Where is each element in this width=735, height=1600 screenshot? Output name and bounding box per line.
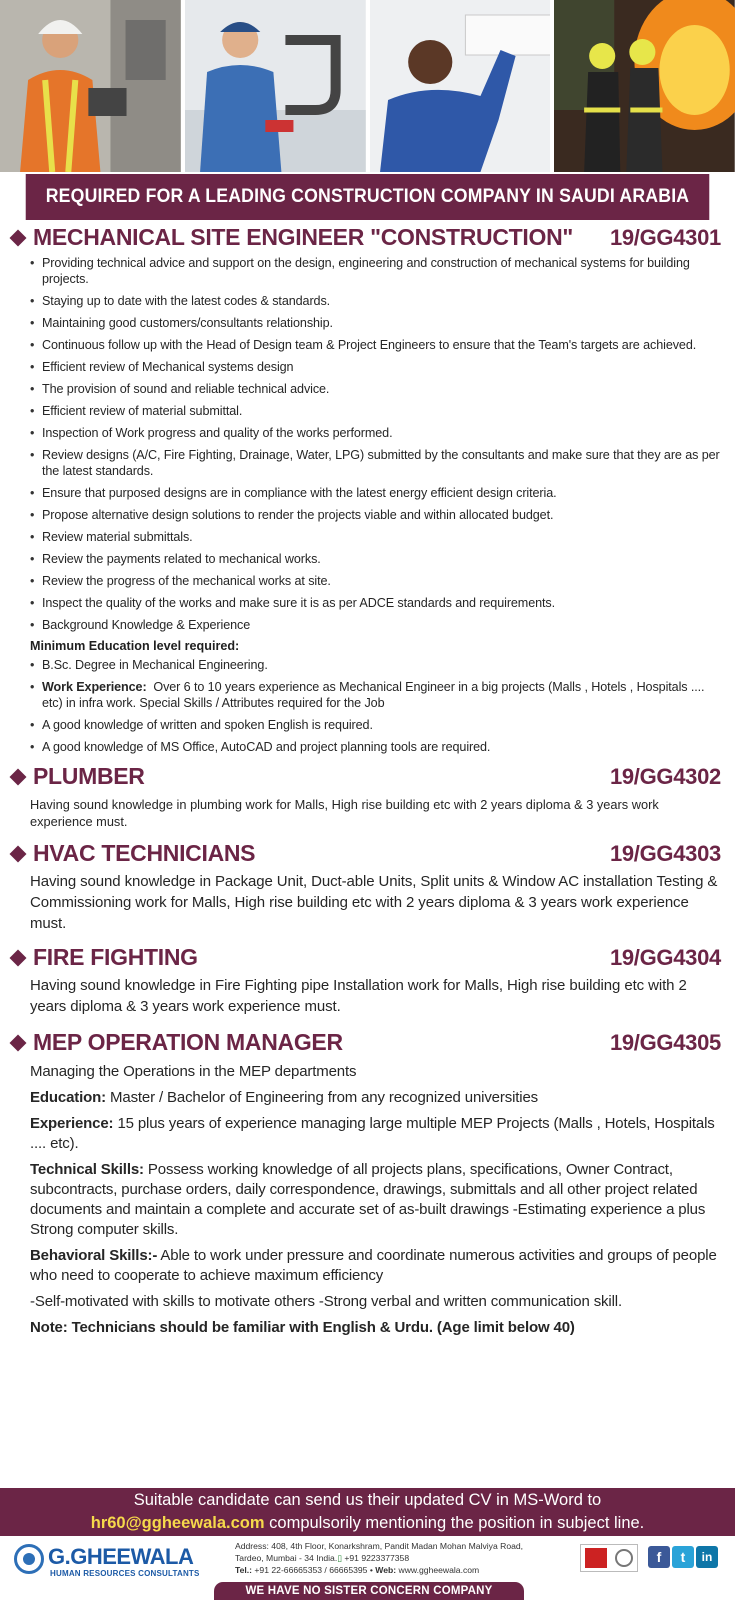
company-address [235, 1540, 575, 1576]
job-fire-fighting [8, 944, 721, 1017]
technicians-note: Note: Technicians should be familiar with English & Urdu. (Age limit below 40) [30, 1319, 575, 1336]
list-item: • Propose alternative design solutions to render the projects viable and within allocated budget. [30, 507, 721, 523]
technical-skills-label: Technical Skills: [30, 1161, 144, 1178]
behavioral-skills-text: Able to work under pressure and coordinate numerous activities and groups of people who need to cooperate to achieve maximum efficiency [30, 1247, 717, 1284]
diamond-bullet-icon [10, 949, 27, 966]
mep-intro: Managing the Operations in the MEP departments [30, 1063, 357, 1080]
contact-line [235, 1564, 575, 1576]
job-reference: 19/GG4303 [609, 841, 721, 866]
footer [0, 1536, 735, 1600]
list-item: • Inspect the quality of the works and make sure it is as per ADCE standards and requirements. [30, 595, 721, 611]
job-header [8, 224, 721, 251]
mep-behavioral-skills [30, 1246, 721, 1286]
job-title: HVAC TECHNICIANS [33, 840, 256, 866]
photo-hvac-technician [370, 0, 551, 172]
cta-line-2-text: compulsorily mentioning the position in subject line. [264, 1514, 645, 1532]
list-item: • Review material submittals. [30, 529, 721, 545]
mep-self-motivated: -Self-motivated with skills to motivate others -Strong verbal and written communication skill. [30, 1293, 622, 1310]
list-item: • Maintaining good customers/consultants relationship. [30, 315, 721, 331]
job-header [8, 840, 721, 867]
job-header [8, 944, 721, 971]
iso-seal-icon [615, 1549, 633, 1567]
apply-instructions [0, 1488, 735, 1536]
job-description: Having sound knowledge in plumbing work for Malls, High rise building etc with 2 years diploma & 3 years work experience must. [30, 797, 659, 829]
job-mechanical-site-engineer [8, 224, 721, 755]
header-photo-strip [0, 0, 735, 172]
mobile-icon: ▯ [337, 1553, 342, 1563]
job-hvac-technicians [8, 840, 721, 934]
linkedin-icon[interactable]: in [696, 1546, 718, 1568]
list-item: • A good knowledge of MS Office, AutoCAD and project planning tools are required. [30, 739, 721, 755]
list-item: • Staying up to date with the latest codes & standards. [30, 293, 721, 309]
mep-technical-skills [30, 1160, 721, 1240]
sister-concern-notice: WE HAVE NO SISTER CONCERN COMPANY [214, 1582, 524, 1600]
mep-experience [30, 1114, 721, 1154]
behavioral-skills-label: Behavioral Skills:- [30, 1247, 158, 1264]
list-item: • Efficient review of material submittal. [30, 403, 721, 419]
work-experience-label: Work Experience: [42, 680, 147, 694]
job-header [8, 763, 721, 790]
company-name: G.GHEEWALA [48, 1544, 194, 1569]
photo-electrician [0, 0, 181, 172]
facebook-icon[interactable]: f [648, 1546, 670, 1568]
address-line-1: Address: 408, 4th Floor, Konarkshram, Pandit Madan Mohan Malviya Road, [235, 1541, 524, 1551]
certification-badge-icon [585, 1548, 607, 1568]
photo-plumber [185, 0, 366, 172]
address-city: Tardeo, Mumbai - 34 India. [235, 1553, 338, 1563]
work-experience-text: Over 6 to 10 years experience as Mechanical Engineer in a big projects (Malls , Hotels , Hospitals .... etc) in infra work. Special Skills / Attributes required for the Job [42, 680, 705, 710]
certification-badges [580, 1544, 638, 1572]
job-title: PLUMBER [33, 763, 145, 789]
company-subtitle: HUMAN RESOURCES CONSULTANTS [50, 1569, 200, 1578]
list-item [30, 679, 721, 711]
list-item: • Continuous follow up with the Head of Design team & Project Engineers to ensure that the Team's targets are achieved. [30, 337, 721, 353]
tel-numbers: +91 22-66665353 / 66665395 • [252, 1565, 376, 1575]
list-item: • B.Sc. Degree in Mechanical Engineering. [30, 657, 721, 673]
job-reference: 19/GG4302 [609, 764, 721, 789]
list-item: • Ensure that purposed designs are in compliance with the latest energy efficient design criteria. [30, 485, 721, 501]
job-description: Having sound knowledge in Package Unit, Duct-able Units, Split units & Window AC installation Testing & Commissioning work for Malls, High rise building etc with 2 years diploma & 3 years work experience must. [30, 873, 718, 932]
list-item: • The provision of sound and reliable technical advice. [30, 381, 721, 397]
website-link[interactable]: www.ggheewala.com [396, 1565, 480, 1575]
web-label: Web: [375, 1565, 397, 1575]
diamond-bullet-icon [10, 768, 27, 785]
requirements-list [30, 657, 721, 755]
job-title: MECHANICAL SITE ENGINEER "CONSTRUCTION" [33, 224, 573, 250]
list-item: • Review the payments related to mechanical works. [30, 551, 721, 567]
list-item: • Providing technical advice and support on the design, engineering and construction of mechanical systems for building projects. [30, 255, 721, 287]
job-reference: 19/GG4304 [609, 945, 721, 970]
company-logo [12, 1542, 212, 1586]
list-item: • A good knowledge of written and spoken English is required. [30, 717, 721, 733]
job-listings [0, 224, 735, 1344]
education-label: Education: [30, 1089, 106, 1106]
technical-skills-text: Possess working knowledge of all projects plans, specifications, Owner Contract, subcontracts, purchase orders, daily correspondence, drawings, submittals and all other project related documents and maintain a complete and accurate set of as-built drawings -Estimating experience a plus Strong computer skills. [30, 1161, 706, 1238]
job-mep-operation-manager [8, 1029, 721, 1338]
experience-text: 15 plus years of experience managing large multiple MEP Projects (Malls , Hotels, Hospitals .... etc). [30, 1115, 715, 1152]
mep-education [30, 1088, 721, 1108]
tel-label: Tel.: [235, 1565, 253, 1575]
education-text: Master / Bachelor of Engineering from any recognized universities [110, 1089, 538, 1106]
address-line-2 [235, 1552, 575, 1564]
job-reference: 19/GG4305 [609, 1030, 721, 1055]
logo-emblem-icon [14, 1544, 44, 1574]
social-links [648, 1546, 718, 1568]
job-reference: 19/GG4301 [609, 225, 721, 250]
cta-line-1: Suitable candidate can send us their updated CV in MS-Word to [133, 1491, 602, 1509]
twitter-icon[interactable]: t [672, 1546, 694, 1568]
experience-label: Experience: [30, 1115, 114, 1132]
diamond-bullet-icon [10, 229, 27, 246]
list-item: • Efficient review of Mechanical systems design [30, 359, 721, 375]
cta-line-2 [0, 1512, 735, 1535]
diamond-bullet-icon [10, 845, 27, 862]
job-title: FIRE FIGHTING [33, 944, 198, 970]
list-item: • Review designs (A/C, Fire Fighting, Drainage, Water, LPG) submitted by the consultants and make sure that they are as per the latest standards. [30, 447, 721, 479]
job-plumber [8, 763, 721, 830]
job-description: Having sound knowledge in Fire Fighting pipe Installation work for Malls, High rise building etc with 2 years diploma & 3 years work experience must. [30, 977, 687, 1015]
list-item: • Background Knowledge & Experience [30, 617, 721, 633]
mobile-number: +91 9223377358 [341, 1553, 410, 1563]
duties-list [30, 255, 721, 633]
job-header [8, 1029, 721, 1056]
diamond-bullet-icon [10, 1034, 27, 1051]
list-item: • Review the progress of the mechanical works at site. [30, 573, 721, 589]
banner-heading: REQUIRED FOR A LEADING CONSTRUCTION COMPANY IN SAUDI ARABIA [26, 174, 710, 220]
job-title: MEP OPERATION MANAGER [33, 1029, 343, 1055]
min-education-heading: Minimum Education level required: [30, 639, 240, 653]
list-item: • Inspection of Work progress and quality of the works performed. [30, 425, 721, 441]
email-link[interactable]: hr60@ggheewala.com [90, 1514, 265, 1532]
photo-firefighters [554, 0, 735, 172]
